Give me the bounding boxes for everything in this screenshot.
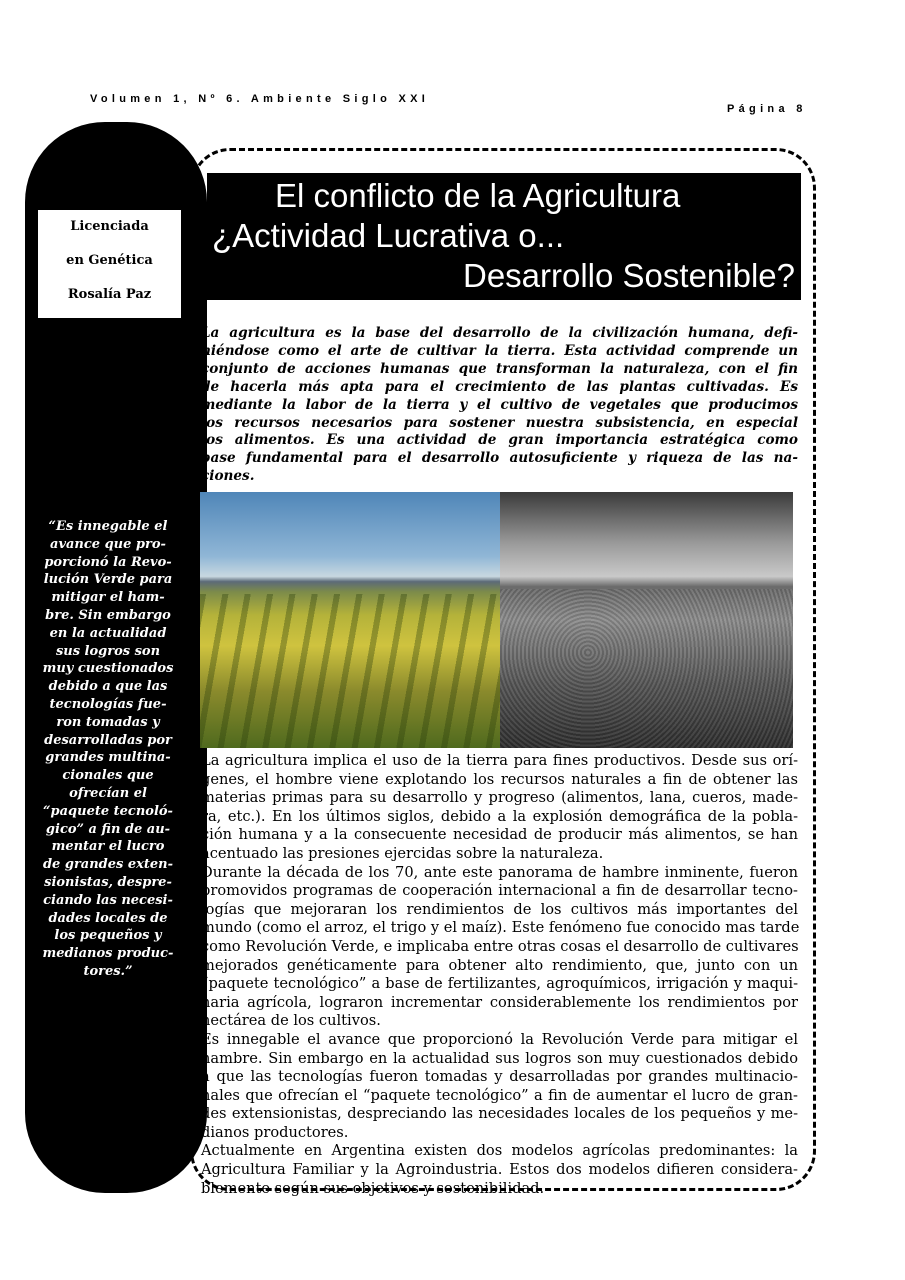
author-box — [38, 210, 181, 318]
text-line: sionistas, despre- — [44, 874, 172, 890]
text-line: tores.” — [83, 963, 133, 979]
text-line: “paquete tecnológico” a base de fertilizantes, agroquímicos, irrigación y maqui- — [201, 975, 798, 993]
text-line: avance que pro- — [50, 536, 166, 552]
text-line: a que las tecnologías fueron tomadas y desarrolladas por grandes multinacio- — [201, 1068, 798, 1086]
text-line: materias primas para su desarrollo y progreso (alimentos, lana, cueros, made- — [201, 789, 798, 807]
text-line: lución Verde para — [43, 572, 173, 588]
text-line: grandes multina- — [45, 750, 171, 766]
text-line: conjunto de acciones humanas que transforman la naturaleza, con el fin — [201, 360, 798, 377]
body-paragraph — [201, 864, 798, 1031]
text-line: muy cuestionados — [42, 661, 174, 677]
crop-field-photo — [200, 492, 500, 748]
text-line: base fundamental para el desarrollo autosuficiente y riqueza de las na- — [201, 450, 798, 467]
text-line: de grandes exten- — [42, 857, 174, 873]
text-line: mentar el lucro — [51, 839, 165, 855]
title-line-3: Desarrollo Sostenible? — [462, 257, 795, 294]
text-line: ofrecían el — [69, 785, 147, 801]
text-line: genes, el hombre viene explotando los recursos naturales a fin de obtener las — [201, 770, 798, 788]
text-line: La agricultura es la base del desarrollo de la civilización humana, defi- — [201, 325, 798, 341]
text-line: niéndose como el arte de cultivar la tierra. Esta actividad comprende un — [201, 342, 798, 359]
text-line: tecnologías fue- — [49, 696, 167, 712]
text-line: promovidos programas de cooperación internacional a fin de desarrollar tecno- — [201, 882, 798, 900]
publication-header: Volumen 1, Nº 6. Ambiente Siglo XXI — [90, 93, 430, 105]
text-line: ciones. — [201, 468, 255, 485]
intro-paragraph — [201, 325, 798, 486]
text-line: hambre. Sin embargo en la actualidad sus logros son muy cuestionados debido — [201, 1049, 798, 1067]
text-line: naria agrícola, lograron incrementar considerablemente los rendimientos por — [201, 993, 798, 1011]
text-line: medianos produc- — [42, 946, 174, 962]
text-line: los recursos necesarios para sostener nuestra subsistencia, en especial — [201, 414, 798, 431]
body-paragraph — [201, 752, 798, 864]
text-line: ción humana y a la consecuente necesidad de producir más alimentos, se han — [201, 826, 798, 844]
text-line: des extensionistas, despreciando las necesidades locales de los pequeños y me- — [201, 1105, 798, 1123]
text-line: cionales que — [62, 768, 154, 784]
author-field: en Genética — [66, 253, 153, 268]
text-line: en la actualidad — [49, 625, 167, 641]
article-title — [207, 173, 801, 300]
text-line: Actualmente en Argentina existen dos modelos agrícolas predominantes: la — [201, 1142, 798, 1160]
plowed-field-photo — [500, 492, 793, 748]
author-name: Rosalía Paz — [67, 287, 152, 302]
text-line: porcionó la Revo- — [44, 554, 172, 570]
title-line-2: ¿Actividad Lucrativa o... — [212, 217, 565, 254]
text-line: Agricultura Familiar y la Agroindustria. Estos dos modelos difieren considera- — [201, 1161, 798, 1179]
text-line: “paquete tecnoló- — [43, 803, 173, 819]
article-body — [201, 752, 798, 1198]
text-line: nales que ofrecían el “paquete tecnológico” a fin de aumentar el lucro de gran- — [201, 1086, 798, 1104]
body-paragraph — [201, 1031, 798, 1143]
text-line: Es innegable el avance que proporcionó la Revolución Verde para mitigar el — [201, 1030, 798, 1048]
text-line: hectárea de los cultivos. — [201, 1012, 381, 1030]
text-line: dades locales de — [48, 910, 168, 926]
text-line: gico” a fin de au- — [45, 821, 171, 837]
text-line: dianos productores. — [201, 1123, 349, 1141]
text-line: acentuado las presiones ejercidas sobre la naturaleza. — [201, 844, 604, 862]
text-line: mejorados genéticamente para obtener alto rendimiento, que, junto con un — [201, 956, 798, 974]
text-line: los pequeños y — [54, 928, 162, 944]
title-line-1: El conflicto de la Agricultura — [275, 177, 681, 214]
text-line: como Revolución Verde, e implicaba entre otras cosas el desarrollo de cultivares — [201, 937, 799, 955]
body-paragraph — [201, 1142, 798, 1198]
text-line: logías que mejoraran los rendimientos de los cultivos más importantes del — [201, 900, 798, 918]
text-line: mediante la labor de la tierra y el cultivo de vegetales que producimos — [201, 396, 798, 413]
article-photo — [200, 492, 793, 748]
text-line: ron tomadas y — [56, 714, 160, 730]
text-line: sus logros son — [55, 643, 161, 659]
text-line: los alimentos. Es una actividad de gran importancia estratégica como — [201, 432, 798, 449]
text-line: de hacerla más apta para el crecimiento de las plantas cultivadas. Es — [201, 378, 798, 395]
text-line: bre. Sin embargo — [45, 607, 171, 623]
text-line: mundo (como el arroz, el trigo y el maíz). Este fenómeno fue conocido mas tarde — [201, 919, 800, 937]
text-line: La agricultura implica el uso de la tierra para fines productivos. Desde sus orí- — [201, 752, 798, 769]
text-line: mitigar el ham- — [51, 590, 165, 606]
text-line: “Es innegable el — [48, 519, 168, 534]
author-degree: Licenciada — [70, 219, 149, 234]
text-line: blemente según sus objetivos y sostenibilidad. — [201, 1179, 545, 1197]
pull-quote — [30, 518, 186, 981]
text-line: debido a que las — [48, 679, 168, 695]
text-line: desarrolladas por — [44, 732, 172, 748]
page-number: Página 8 — [727, 103, 807, 115]
text-line: ciando las necesi- — [43, 892, 173, 908]
text-line: ra, etc.). En los últimos siglos, debido a la explosión demográfica de la pobla- — [201, 807, 798, 825]
text-line: Durante la década de los 70, ante este panorama de hambre inminente, fueron — [201, 863, 798, 881]
